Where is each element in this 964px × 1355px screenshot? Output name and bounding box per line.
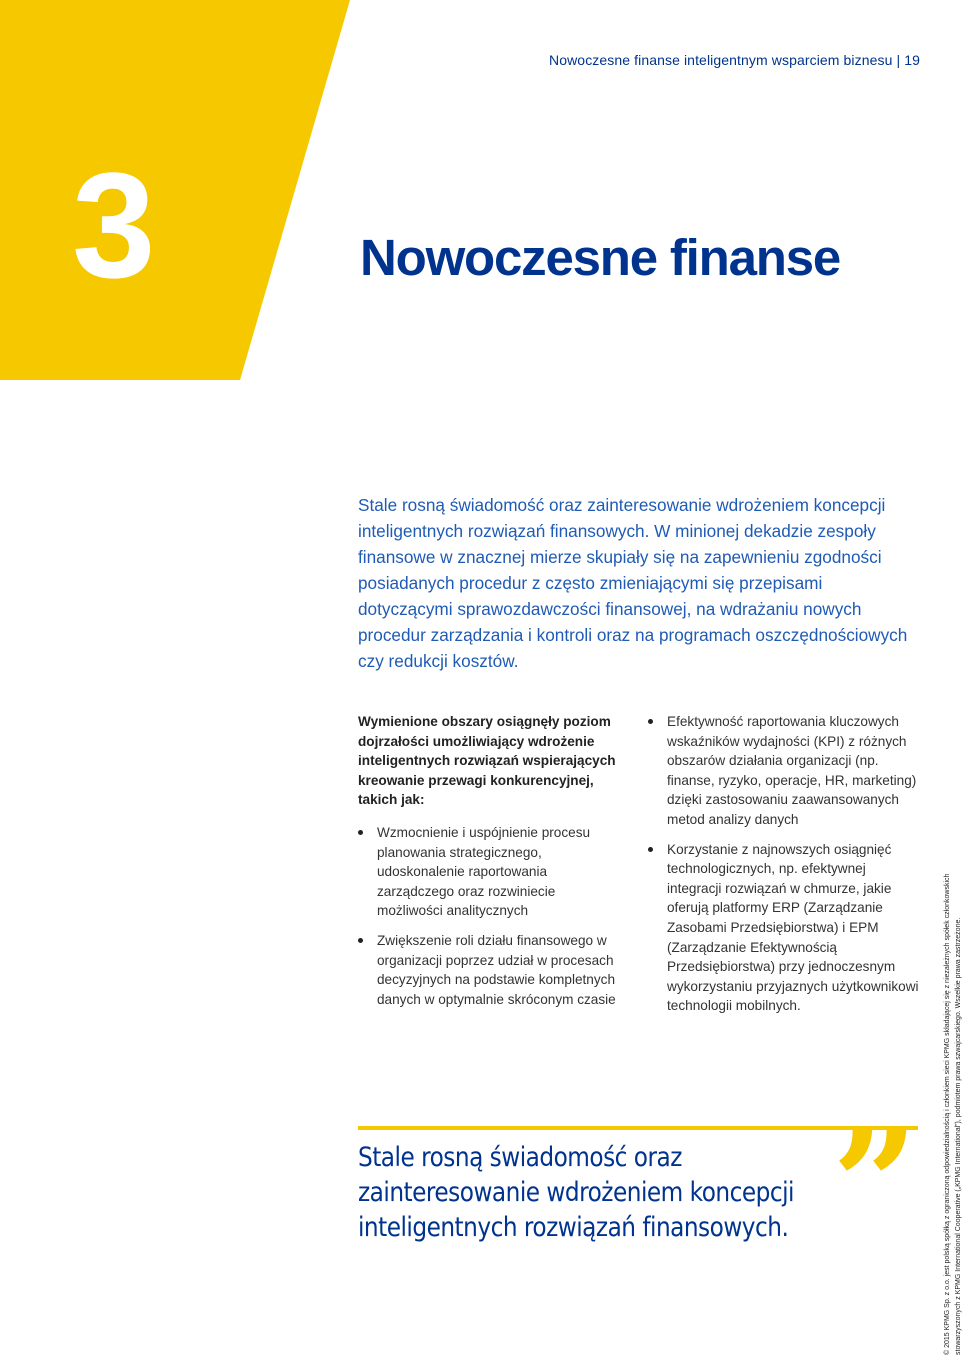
list-item: Korzystanie z najnowszych osiągnięć technologicznych, np. efektywnej integracji rozwiązań w chmurze, jakie oferują platformy ERP (Zarządzanie Zasobami Przedsiębiorstwa) i EPM (Zarządzanie Efektywnością Przedsiębiorstwa) przy jednoczesnym wykorzystaniu przyjaznych użytkownikowi technologii mobilnych. <box>648 840 920 1016</box>
list-item: Efektywność raportowania kluczowych wskaźników wydajności (KPI) z różnych obszarów działania organizacji (np. finanse, ryzyko, operacje, HR, marketing) dzięki zastosowaniu zaawansowanych metod analizy danych <box>648 712 920 830</box>
chapter-number: 3 <box>72 141 152 309</box>
copyright-line-1: © 2015 KPMG Sp. z o.o. jest polską spółką z ograniczoną odpowiedzialnością i członkiem sieci KPMG składającej się z niezależnych spółek członkowskich <box>944 873 951 1355</box>
left-column <box>358 712 618 1019</box>
copyright-line-2: stowarzyszonych z KPMG International Cooperative („KPMG International”), podmiotem prawa szwajcarskiego. Wszelkie prawa zastrzeżone. <box>955 917 962 1355</box>
list-item: Zwiększenie roli działu finansowego w organizacji poprzez udział w procesach decyzyjnych na podstawie kompletnych danych w optymalnie skróconym czasie <box>358 931 618 1009</box>
intro-text: Stale rosną świadomość oraz zainteresowanie wdrożeniem koncepcji inteligentnych rozwiązań finansowych. W minionej dekadzie zespoły finansowe w znacznej mierze skupiały się na zapewnieniu zgodności posiadanych procedur z często zmieniającymi się przepisami dotyczącymi sprawozdawczości finansowej, na wdrażaniu nowych procedur zarządzania i kontroli oraz na programach oszczędnościowych czy redukcji kosztów. <box>358 495 908 671</box>
yellow-chapter-panel <box>0 0 360 384</box>
intro-paragraph <box>358 492 918 674</box>
right-bullet-list <box>648 712 920 1016</box>
pull-quote <box>358 1140 794 1245</box>
lead-paragraph: Wymienione obszary osiągnęły poziom dojrzałości umożliwiający wdrożenie inteligentnych rozwiązań wspierających kreowanie przewagi konkurencyjnej, takich jak: <box>358 714 616 808</box>
list-item: Wzmocnienie i uspójnienie procesu planowania strategicznego, udoskonalenie raportowania zarządczego oraz rozwiniecie możliwości analitycznych <box>358 823 618 921</box>
quotation-mark-icon: ” <box>832 1097 919 1273</box>
chapter-title: Nowoczesne finanse <box>360 229 841 286</box>
right-column <box>648 712 920 1026</box>
copyright-note <box>942 815 964 1355</box>
running-header: Nowoczesne finanse inteligentnym wsparciem biznesu | 19 <box>549 52 920 68</box>
pull-quote-text: Stale rosną świadomość oraz zainteresowanie wdrożeniem koncepcji inteligentnych rozwiązań finansowych. <box>358 1142 794 1243</box>
left-bullet-list <box>358 823 618 1009</box>
